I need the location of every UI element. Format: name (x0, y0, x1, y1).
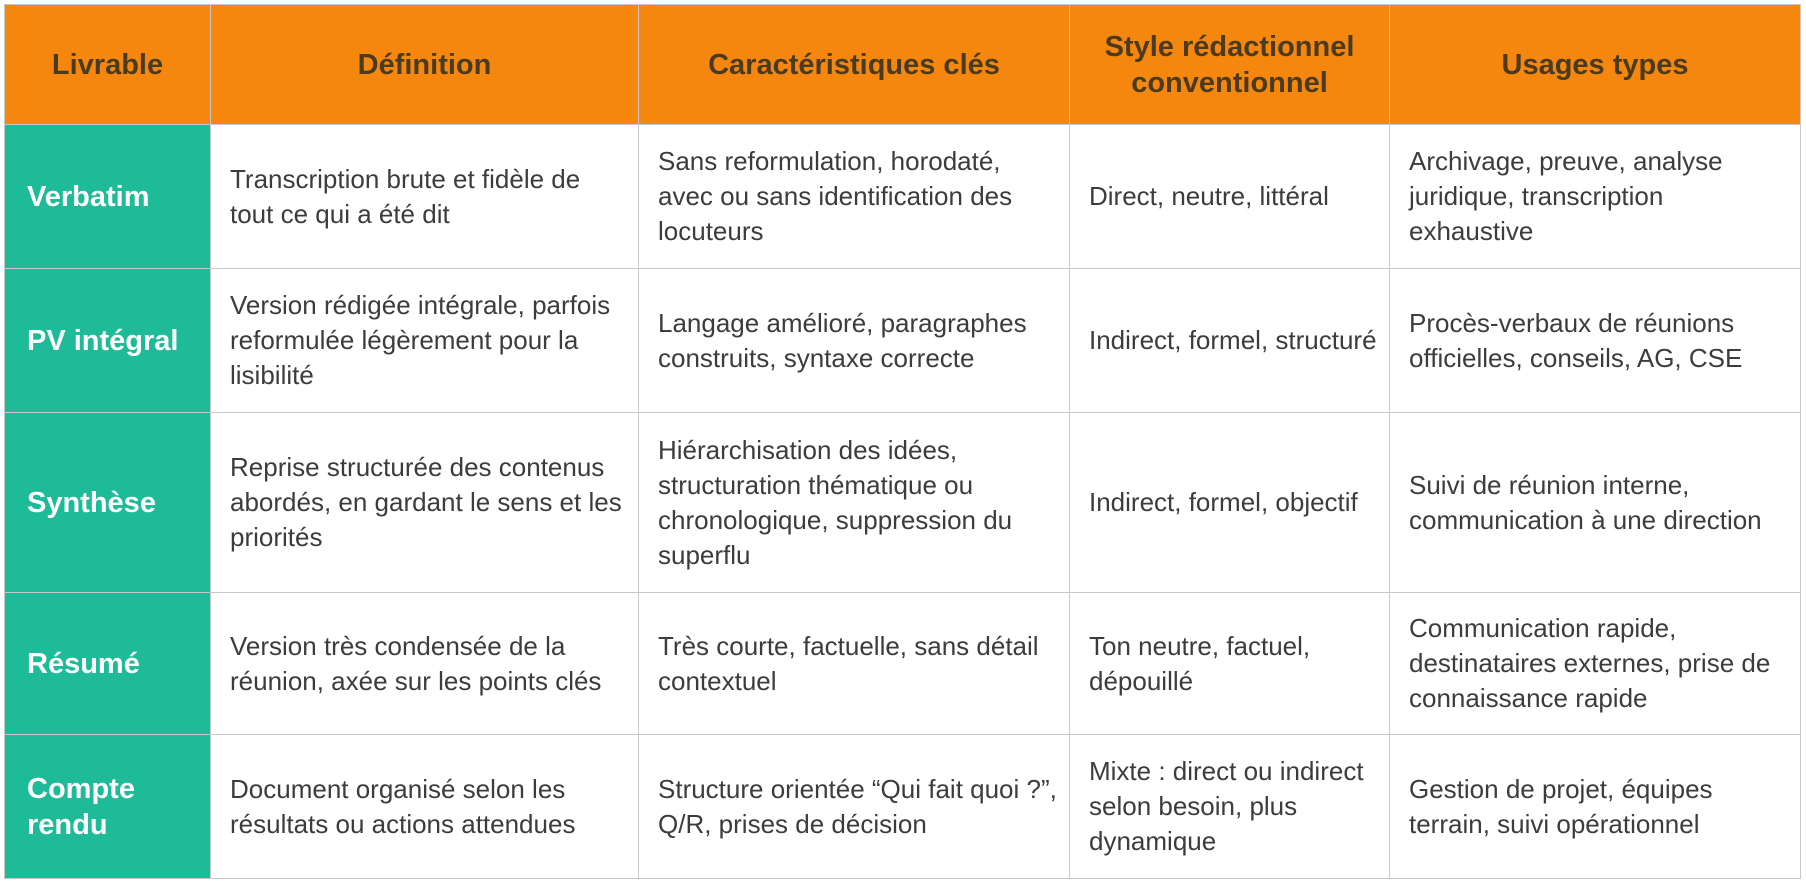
row-head-cell: Résumé (5, 593, 211, 735)
row-head-cell: Compte rendu (5, 735, 211, 879)
table-row (5, 413, 1801, 593)
caracteristiques-cell: Très courte, factuelle, sans détail contextuel (639, 593, 1070, 735)
usages-cell: Communication rapide, destinataires externes, prise de connaissance rapide (1390, 593, 1801, 735)
table-row (5, 269, 1801, 413)
header-row (5, 5, 1801, 125)
livrables-table (4, 4, 1801, 879)
style-cell: Direct, neutre, littéral (1070, 125, 1390, 269)
header-style: Style rédactionnel conventionnel (1070, 5, 1390, 125)
row-head-cell: Synthèse (5, 413, 211, 593)
usages-cell: Procès-verbaux de réunions officielles, conseils, AG, CSE (1390, 269, 1801, 413)
style-cell: Ton neutre, factuel, dépouillé (1070, 593, 1390, 735)
caracteristiques-cell: Langage amélioré, paragraphes construits, syntaxe correcte (639, 269, 1070, 413)
header-livrable: Livrable (5, 5, 211, 125)
definition-cell: Reprise structurée des contenus abordés, en gardant le sens et les priorités (211, 413, 639, 593)
table-row (5, 593, 1801, 735)
table-row (5, 735, 1801, 879)
header-caracteristiques: Caractéristiques clés (639, 5, 1070, 125)
header-usages: Usages types (1390, 5, 1801, 125)
style-cell: Indirect, formel, objectif (1070, 413, 1390, 593)
header-definition: Définition (211, 5, 639, 125)
caracteristiques-cell: Sans reformulation, horodaté, avec ou sans identification des locuteurs (639, 125, 1070, 269)
style-cell: Indirect, formel, structuré (1070, 269, 1390, 413)
row-head-cell: Verbatim (5, 125, 211, 269)
definition-cell: Version très condensée de la réunion, axée sur les points clés (211, 593, 639, 735)
usages-cell: Gestion de projet, équipes terrain, suivi opérationnel (1390, 735, 1801, 879)
caracteristiques-cell: Structure orientée “Qui fait quoi ?”, Q/R, prises de décision (639, 735, 1070, 879)
row-head-cell: PV intégral (5, 269, 211, 413)
style-cell: Mixte : direct ou indirect selon besoin, plus dynamique (1070, 735, 1390, 879)
usages-cell: Archivage, preuve, analyse juridique, transcription exhaustive (1390, 125, 1801, 269)
definition-cell: Document organisé selon les résultats ou actions attendues (211, 735, 639, 879)
definition-cell: Version rédigée intégrale, parfois reformulée légèrement pour la lisibilité (211, 269, 639, 413)
caracteristiques-cell: Hiérarchisation des idées, structuration thématique ou chronologique, suppression du superflu (639, 413, 1070, 593)
table-row (5, 125, 1801, 269)
usages-cell: Suivi de réunion interne, communication à une direction (1390, 413, 1801, 593)
definition-cell: Transcription brute et fidèle de tout ce qui a été dit (211, 125, 639, 269)
